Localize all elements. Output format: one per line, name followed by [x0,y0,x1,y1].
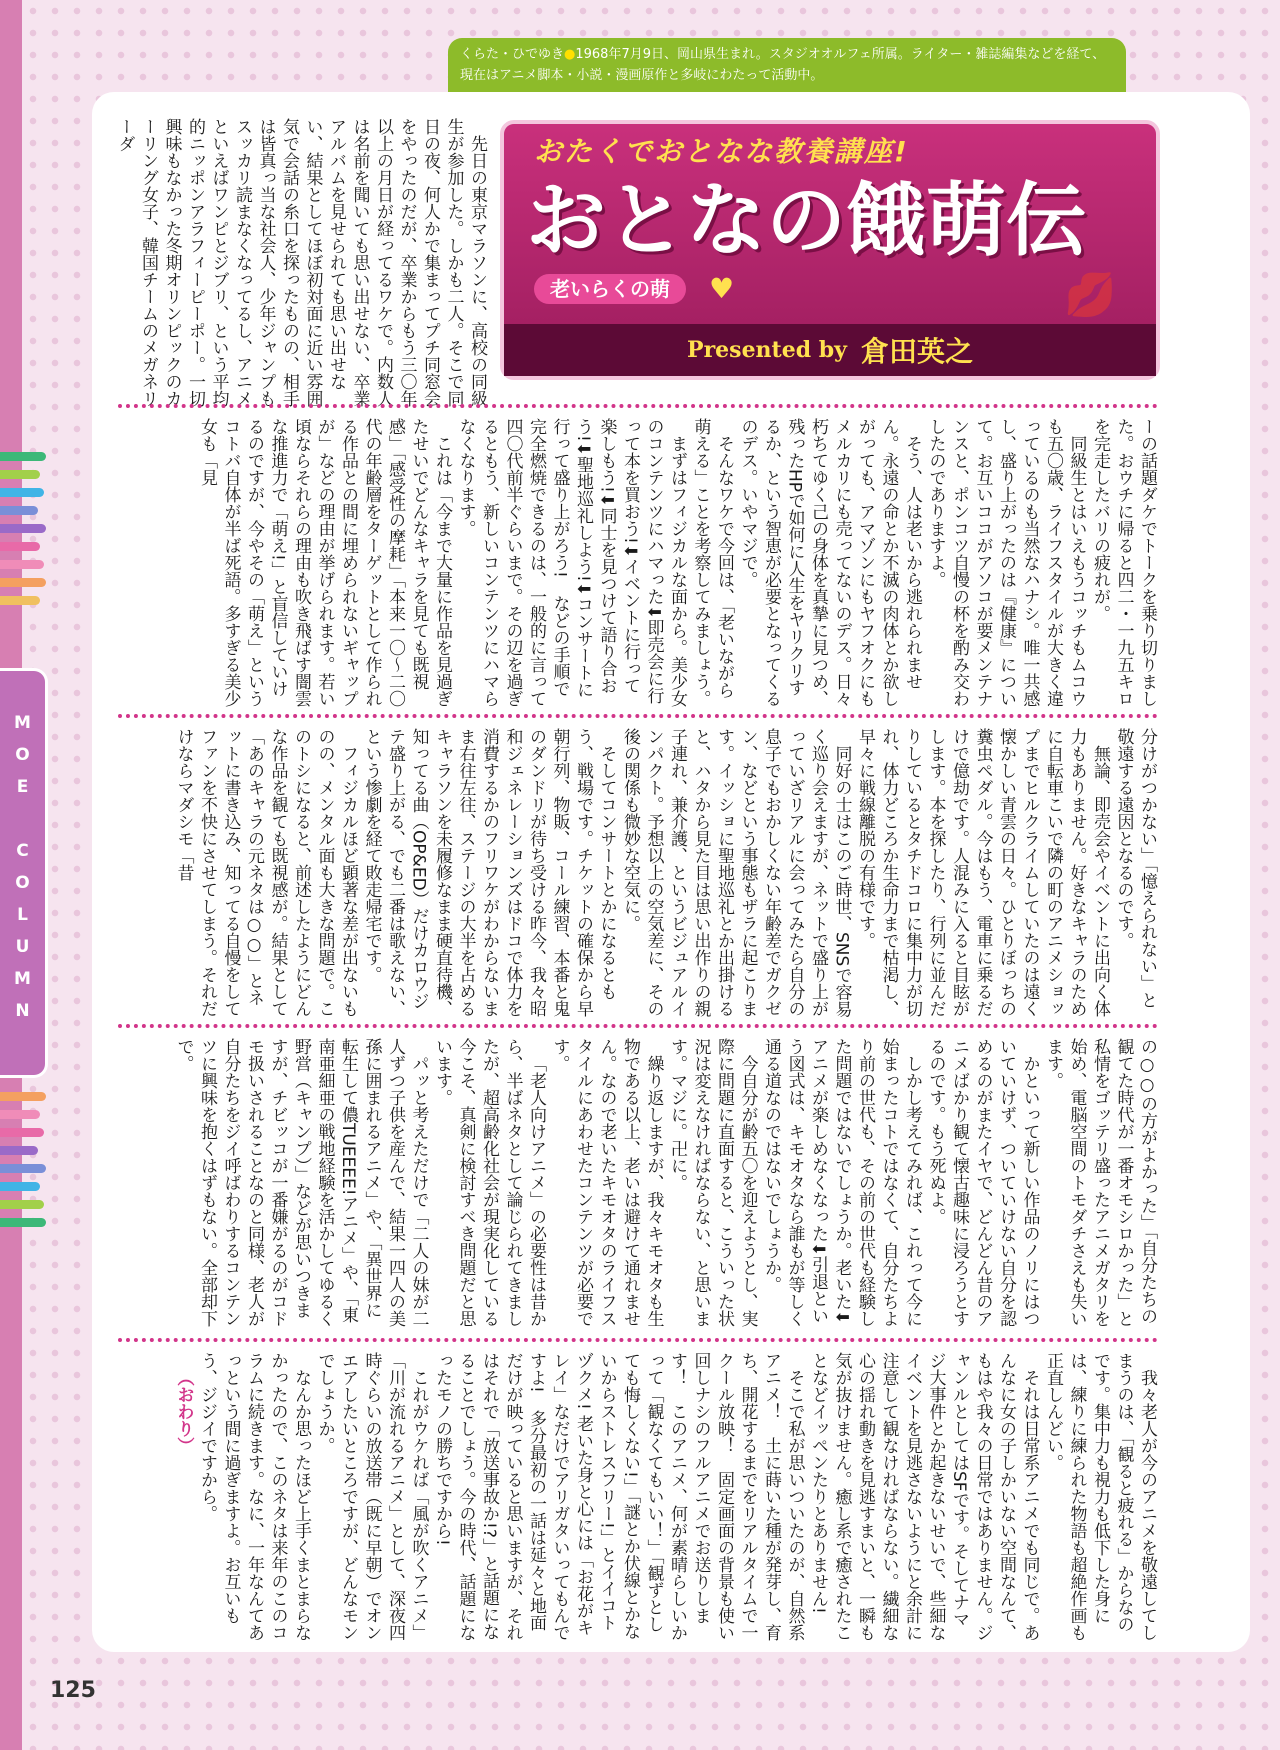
paragraph: 今自分が齢五〇を迎えようとし、実際に問題に直面すると、こういった状況は変えなければならない、と思います。マジに。卍に。 [667,1038,758,1327]
lips-icon: 💋 [1064,270,1117,319]
paragraph: これがウケれば「風が吹くアニメ」「川が流れるアニメ」として、深夜四時ぐらいの放送帯（既に早朝）でオンエアしたいところですが、どんなモンでしょうか。 [314,1352,429,1641]
paragraph: 先日の東京マラソンに、高校の同級生が参加した。しかも二人。そこで同日の夜、何人かで集まってプチ同窓会をやったのだが、卒業からもう三〇年以上の月日が経ってるワケで。内数人は名前を聞いても思い出せない、卒業アルバムを見せられても思い出せない、結果としてほぼ初対面に近い雰囲気で会話の糸口を探ったものの、相手は皆真っ当な社会人、少年ジャンプもスッカリ読まなくなってるし、アニメといえばワンピとジブリ、という平均的ニッポンアラフィーピーポー。一切興味もなかった冬期オリンピックのカーリング女子、韓国チームのメガネリーダ [114,118,487,407]
text-block-3 [118,728,1158,1018]
banner-footer [504,324,1156,376]
bio-text: 1968年7月9日、岡山県生まれ。スタジオオルフェ所属。ライター・雑誌編集などを経て、現在はアニメ脚本・小説・漫画原作と多岐にわたって活動中。 [460,47,1106,83]
bullet-icon: ● [564,47,576,62]
color-tabs-bottom [0,1092,48,1236]
paragraph: まずはフィジカルな面から。美少女のコンテンツにハマった⬇即売会に行って本を買おう!⬇イベントに行って楽しもう!⬇同士を見つけて語り合おう!⬇聖地巡礼しよう!⬇コンサートに行って盛り上がろう! などの手順で完全燃焼できるのは、一般的に言って四〇代前半ぐらいまで。その辺を過ぎるともう、新しいコンテンツにハマらなくなります。 [455,418,687,707]
dotted-divider [118,1338,1158,1342]
paragraph: 「老人向けアニメ」の必要性は昔から、半ばネタとして論じられてきましたが、超高齢化社会が現実化している今こそ、真剣に検討すべき問題だと思います。 [432,1038,546,1327]
banner-subtitle: おたくでおとなな教養講座! [534,135,909,168]
author-name: 倉田英之 [860,335,973,368]
text-block-5 [118,1352,1158,1642]
moe-column-label: MOE COLUMN [0,668,48,1078]
color-tabs-top [0,452,48,614]
text-block-2 [118,418,1158,708]
dotted-divider [118,404,1158,408]
paragraph: そんなワケで今回は、「老いながら萌える」ことを考察してみましょう。 [690,418,734,707]
text-block-4 [118,1038,1158,1328]
paragraph: かといって新しい作品のノリにはついていけず、ついていけない自分を認めるのがまたイヤで、どんどん昔のアニメばかり観て懐古趣味に浸ろうとするのです。もう死ぬよ。 [925,1038,1040,1327]
title-banner [500,120,1160,380]
heart-icon: ♥ [709,272,735,305]
page-number: 125 [50,1678,96,1703]
bio-name: くらた・ひでゆき [460,47,565,62]
paragraph: これは「今まで大量に作品を見過ぎたせいでどんなキャラを見ても既視感」「感受性の摩耗」「本来一〇〜二〇代の年齢層をターゲットとして作られる作品との間に埋められないギャップが」などの理由が挙げられます。若い頃ならそれらの理由も吹き飛ばす闇雲な推進力で「萌え!」と盲信していけるのですが、今やその「萌え」というコトバ自体が半ば死語。多すぎる美少女も「見 [197,418,452,707]
end-mark: （おわり） [173,1369,194,1454]
paragraph: フィジカルほど顕著な差が出ないものの、メンタル面も大きな問題で。このトシになると、前述したようにどんな作品を観ても既視感が。結果として「あのキャラの元ネタは○○」とネットに書き込み、知ってる自慢をしてファンを不快にさせてしまう。それだけならマダシモ「昔 [173,728,358,1017]
dotted-divider [118,714,1158,718]
paragraph: 分けがつかない」「憶えられない」と敬遠する遠因となるのです。 [1113,728,1157,1009]
paragraph: ーの話題ダケでトークを乗り切りました。おウチに帰ると四二・一九五キロを完走したバリの疲れが。 [1090,418,1157,707]
text-block-1 [114,118,488,408]
banner-title: おとなの餓萌伝 [526,173,1086,267]
paragraph: なんか思ったほど上手くまとまらなかったので、このネタは来年のこのコラムに続きます。なに、一年なんてあっという間に過ぎますよ。お互いもう、ジジイですから。 [197,1352,311,1641]
paragraph: の○○の方がよかった」「自分たちの観てた時代が一番オモシロかった」と私情をゴッテリ盛ったアニメガタリを始め、電脳空間のトモダチさえも失います。 [1043,1038,1157,1327]
dotted-divider [118,1024,1158,1028]
paragraph: パッと考えただけで「二人の妹が二人ずつ子供を産んで、結果一四人の美孫に囲まれるアニメ」や、「異世界に転生して儂TUEEEE!アニメ」や、「東南亜細亜の戦地経験を活かしてゆるく野営（キャンプ）」などが思いつきますが、チビッコが一番嫌がるのがコドモ扱いされることなのと同様、老人が自分たちをジイ呼ばわりするコンテンツに興味を抱くはずもない。全部却下で。 [173,1038,429,1327]
paragraph: そしてコンサートとかになるともう、戦場です。チケットの確保から早朝行列、物販、コール練習、本番と鬼のダンドリが待ち受ける昨今、我々昭和ジェネレーションズはドコで体力を消費するかのフリワケがわからないまま右往左往、ステージの大半を占めるキャラソンを未履修なまま硬直待機、知ってる曲（OP&ED）だけカロウジテ盛り上がる、でも二番は歌えない、という惨劇を経て敗走帰宅です。 [361,728,617,1017]
paragraph: 同級生とはいえもうコッチもムコウも五〇歳、ライフスタイルが大きく違っているのも当然なハナシ。唯一共感し、盛り上がったのは『健康』について。お互いココがアソコが要メンテナンスと、ポンコツ自慢の杯を酌み交わしたのでありますよ。 [925,418,1087,707]
paragraph: しかし考えてみれば、これって今に始まったコトではなくて、自分たちより前の世代も、その前の世代も経験した問題ではないでしょうか。老いた⬇アニメが楽しめなくなった⬇引退という図式は、キモオタなら誰もが等しく通る道なのではないでしょうか。 [761,1038,922,1327]
paragraph: それは日常系アニメでも同じで。あんなに女の子しかいない空間なんて、もはや我々の日常ではありません。ジャンルとしてはSFです。そしてナマジ大事件とか起きないせいで、些細なイベントを見逃さないようにと余計に注意して観なければならない。繊細な心の揺れ動きを見逃すまいと、一瞬も気が抜けません。癒し系で癒されたことなどイッペンたりとありません! [808,1352,1040,1641]
presented-by: Presented by [687,337,847,363]
paragraph: 同好の士はこのご時世、SNSで容易く巡り会えますが、ネットで盛り上がっていざリアルに会ってみたら自分の息子でもおかしくない年齢差でガクゼン、などという事態もザラに起こります。イッショに聖地巡礼とか出掛けると、ハタから見た目は思い出作りの親子連れ、兼介護、というビジュアルインパクト。予想以上の空気差に、その後の関係も微妙な空気に。 [620,728,852,1018]
paragraph: そう、人は老いから逃れられません。永遠の命とか不滅の肉体とか欲しがっても、アマゾンにもヤフオクにもメルカリにも売ってないのデス。日々朽ちてゆく己の身体を真摯に見つめ、残ったHPで如何に人生をヤリクリするか、という智恵が必要となってくるのデス。いやマジで。 [737,418,922,707]
paragraph: 無論、即売会やイベントに出向く体力もありません。好きなキャラのために自転車こいで隣の町のアニメショップまでヒルクライムしていたのは遠く懐かしい青雲の日々。ひとりぼっちの糞虫ペダル。今はもう、電車に乗るだけで億劫です。人混みに入ると目眩がします。本を探したり、行列に並んだりしているとタチドコロに集中力が切れ、体力どころか生命力まで枯渇し、早々に戦線離脱の有様です。 [855,728,1110,1017]
paragraph: 繰り返しますが、我々キモオタも生物である以上、老いは避けて通れません。なので老いたキモオタのライフスタイルにあわせたコンテンツが必要です。 [549,1038,664,1327]
paragraph: そこで私が思いついたのが、自然系アニメ！ 土に蒔いた種が発芽し、育ち、開花するまでをリアルタイムで一クール放映！ 固定画面の背景も使い回しナシのフルアニメでお送りします！ このアニメ、何が素晴らしいかって「観なくてもいい！」「観ずとしても悔しくない!」「謎とか伏線とかないからストレスフリー!」とイイコトヅクメ! 老いた身と心には「お花がキレイ」なだけでアリガタいってもんですよ! 多分最初の一話は延々と地面だけが映っていると思いますが、それはそれで「放送事故か!?」と話題になることでしょう。今の時代、話題になったモノの勝ちですから! [432,1352,805,1641]
banner-tag: 老いらくの萌 [534,274,686,304]
paragraph: 我々老人が今のアニメを敬遠してしまうのは、「観ると疲れる」からなのです。集中力も視力も低下した身には、練りに練られた物語も超絶作画も正直しんどい。 [1043,1352,1157,1641]
